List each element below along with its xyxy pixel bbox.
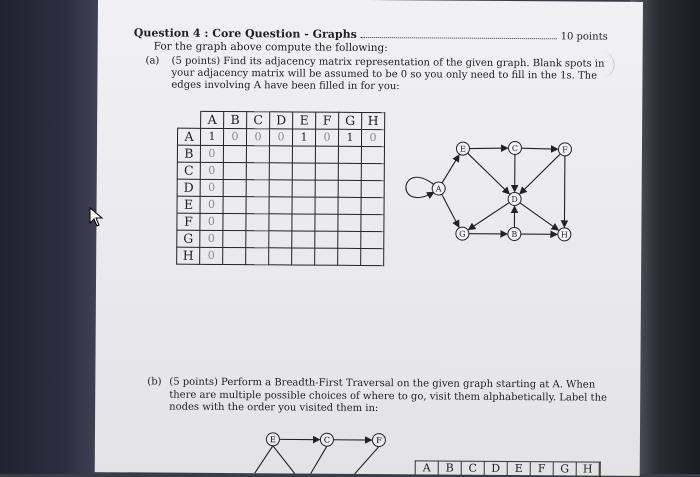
part-b-label: (b): [147, 376, 169, 389]
matrix-cell[interactable]: [223, 213, 246, 230]
bfs-answer-header: E: [508, 462, 531, 476]
matrix-row-header: D: [177, 179, 200, 196]
graph-node-label: C: [512, 144, 518, 153]
question-title: Question 4 : Core Question - Graphs: [134, 26, 357, 41]
matrix-cell[interactable]: [246, 180, 269, 197]
paper-curl-mark: [591, 52, 614, 78]
matrix-cell[interactable]: [361, 146, 384, 163]
question-intro: For the graph above compute the following:: [154, 40, 388, 54]
matrix-cell[interactable]: [315, 163, 338, 180]
matrix-cell[interactable]: [315, 214, 338, 231]
matrix-cell[interactable]: [361, 180, 384, 197]
matrix-row: [177, 128, 384, 146]
graph-edge: [469, 148, 507, 149]
matrix-cell: 0: [223, 128, 246, 145]
bfs-answer-header: B: [439, 461, 462, 475]
matrix-cell: 0: [246, 129, 269, 146]
matrix-cell: 1: [200, 128, 223, 145]
matrix-col-header: F: [316, 112, 339, 129]
matrix-col-header: H: [362, 112, 385, 129]
graph-node: [508, 227, 521, 240]
graph-node-label: A: [435, 184, 442, 193]
matrix-row: [177, 247, 384, 265]
matrix-cell: 1: [338, 129, 361, 146]
matrix-cell[interactable]: [269, 248, 292, 265]
graph-edge: [441, 194, 459, 227]
matrix-cell[interactable]: [246, 163, 269, 180]
graph-edge: [520, 154, 560, 194]
graph-node: [558, 143, 571, 156]
matrix-cell[interactable]: [269, 180, 292, 197]
matrix-cell: 0: [200, 247, 223, 264]
graph-edge: [442, 155, 459, 183]
matrix-cell[interactable]: [292, 146, 315, 163]
graph-edge: [355, 446, 379, 474]
part-a: [145, 55, 605, 94]
graph-node-label: H: [561, 230, 568, 239]
matrix-cell[interactable]: [315, 180, 338, 197]
part-b-text: (5 points) Perform a Breadth-First Traversal on the given graph starting at A. When there are multiple possible choices of where to go, visit them alphabetically. Label the nodes with the order you visited them in:: [169, 377, 607, 418]
matrix-cell[interactable]: [292, 180, 315, 197]
matrix-row-header: F: [177, 213, 200, 230]
matrix-cell[interactable]: [269, 197, 292, 214]
matrix-row-header: C: [177, 162, 200, 179]
matrix-row: [177, 230, 384, 248]
graph-edge: [311, 446, 327, 474]
matrix-cell[interactable]: [361, 248, 384, 265]
matrix-cell[interactable]: [292, 197, 315, 214]
matrix-row: [177, 162, 384, 180]
matrix-cell[interactable]: [223, 196, 246, 213]
matrix-col-header: A: [201, 111, 224, 128]
matrix-cell: 0: [200, 145, 223, 162]
graph-diagram: [396, 130, 587, 251]
part-b: [147, 376, 607, 417]
background-left: [0, 0, 110, 474]
graph-node: [558, 228, 571, 241]
graph-edge: [467, 153, 509, 194]
mouse-cursor-icon: [89, 207, 105, 227]
matrix-cell[interactable]: [223, 247, 246, 264]
matrix-row-header: B: [177, 145, 200, 162]
matrix-cell[interactable]: [246, 146, 269, 163]
matrix-cell[interactable]: [223, 179, 246, 196]
matrix-row-header: A: [177, 128, 200, 145]
graph-edge: [255, 446, 273, 474]
matrix-cell[interactable]: [315, 231, 338, 248]
graph-node-label: F: [562, 145, 568, 154]
graph-node: [508, 141, 521, 154]
matrix-row: [177, 145, 384, 163]
part-a-label: (a): [146, 55, 172, 67]
matrix-cell[interactable]: [315, 146, 338, 163]
matrix-cell[interactable]: [361, 214, 384, 231]
matrix-cell: 0: [200, 179, 223, 196]
matrix-cell: 0: [361, 129, 384, 146]
matrix-cell[interactable]: [246, 197, 269, 214]
graph-node-label: E: [460, 145, 466, 154]
matrix-cell[interactable]: [338, 231, 361, 248]
matrix-cell[interactable]: [315, 248, 338, 265]
matrix-cell[interactable]: [246, 214, 269, 231]
bfs-answer-header: D: [485, 462, 508, 476]
matrix-cell[interactable]: [361, 197, 384, 214]
matrix-cell[interactable]: [269, 231, 292, 248]
matrix-col-header: C: [247, 112, 270, 129]
matrix-cell[interactable]: [338, 180, 361, 197]
matrix-cell[interactable]: [269, 163, 292, 180]
matrix-cell[interactable]: [292, 214, 315, 231]
graph-diagram-repeat: [235, 429, 375, 474]
matrix-cell: 1: [292, 129, 315, 146]
graph-node-label: C: [324, 436, 330, 445]
matrix-cell: 0: [200, 162, 223, 179]
matrix-cell: 0: [269, 129, 292, 146]
matrix-cell[interactable]: [361, 231, 384, 248]
matrix-row: [177, 179, 384, 197]
matrix-cell[interactable]: [292, 231, 315, 248]
bfs-answer-header: F: [531, 462, 554, 476]
matrix-cell[interactable]: [292, 163, 315, 180]
matrix-col-header: B: [224, 111, 247, 128]
matrix-cell[interactable]: [338, 214, 361, 231]
matrix-cell[interactable]: [315, 197, 338, 214]
graph-node: [456, 227, 469, 240]
graph-node-label: F: [376, 436, 382, 445]
graph-node-label: D: [511, 195, 517, 204]
matrix-col-header: D: [270, 112, 293, 129]
matrix-cell[interactable]: [361, 163, 384, 180]
matrix-cell: 0: [200, 196, 223, 213]
graph-edge: [520, 203, 559, 230]
graph-edge: [521, 148, 557, 149]
graph-edge: [273, 446, 295, 474]
bfs-answer-header: A: [416, 461, 439, 475]
matrix-cell[interactable]: [246, 231, 269, 248]
matrix-cell: 0: [200, 230, 223, 247]
worksheet-page: [95, 0, 643, 476]
matrix-cell[interactable]: [292, 248, 315, 265]
graph-node-label: B: [511, 230, 517, 239]
leader-dots: [361, 37, 557, 39]
graph-node: [432, 182, 445, 195]
bfs-answer-row: [415, 460, 601, 476]
matrix-col-header: E: [293, 112, 316, 129]
matrix-cell[interactable]: [338, 163, 361, 180]
graph-node-label: G: [459, 230, 465, 239]
part-a-text: (5 points) Find its adjacency matrix representation of the given graph. Blank spots in your adjacency matrix will be assumed to be 0 so you only need to fill in the 1s. The edges involving A have been filled in for you:: [171, 56, 605, 95]
matrix-cell[interactable]: [246, 248, 269, 265]
matrix-row: [177, 196, 384, 214]
matrix-cell[interactable]: [223, 145, 246, 162]
matrix-cell: 0: [200, 213, 223, 230]
matrix-col-header: G: [339, 112, 362, 129]
matrix-cell[interactable]: [338, 197, 361, 214]
matrix-cell[interactable]: [338, 248, 361, 265]
bfs-answer-header: G: [554, 462, 577, 476]
graph-node: [508, 192, 521, 205]
matrix-row-header: E: [177, 196, 200, 213]
matrix-header-row: [178, 111, 385, 129]
matrix-cell[interactable]: [269, 214, 292, 231]
bfs-answer-header: C: [462, 462, 485, 476]
graph-edge-self-loop: [406, 177, 434, 197]
matrix-cell[interactable]: [269, 146, 292, 163]
matrix-cell: 0: [315, 129, 338, 146]
matrix-corner: [178, 111, 201, 128]
matrix-cell[interactable]: [338, 146, 361, 163]
matrix-cell[interactable]: [223, 162, 246, 179]
matrix-row: [177, 213, 384, 231]
bfs-answer-header: H: [577, 462, 600, 476]
matrix-row-header: G: [177, 230, 200, 247]
matrix-cell[interactable]: [223, 230, 246, 247]
matrix-row-header: H: [177, 247, 200, 264]
graph-node-label: E: [270, 435, 276, 444]
graph-node: [456, 142, 469, 155]
question-points: 10 points: [561, 31, 608, 42]
graph-edge: [469, 202, 510, 229]
adjacency-matrix: [176, 111, 385, 266]
